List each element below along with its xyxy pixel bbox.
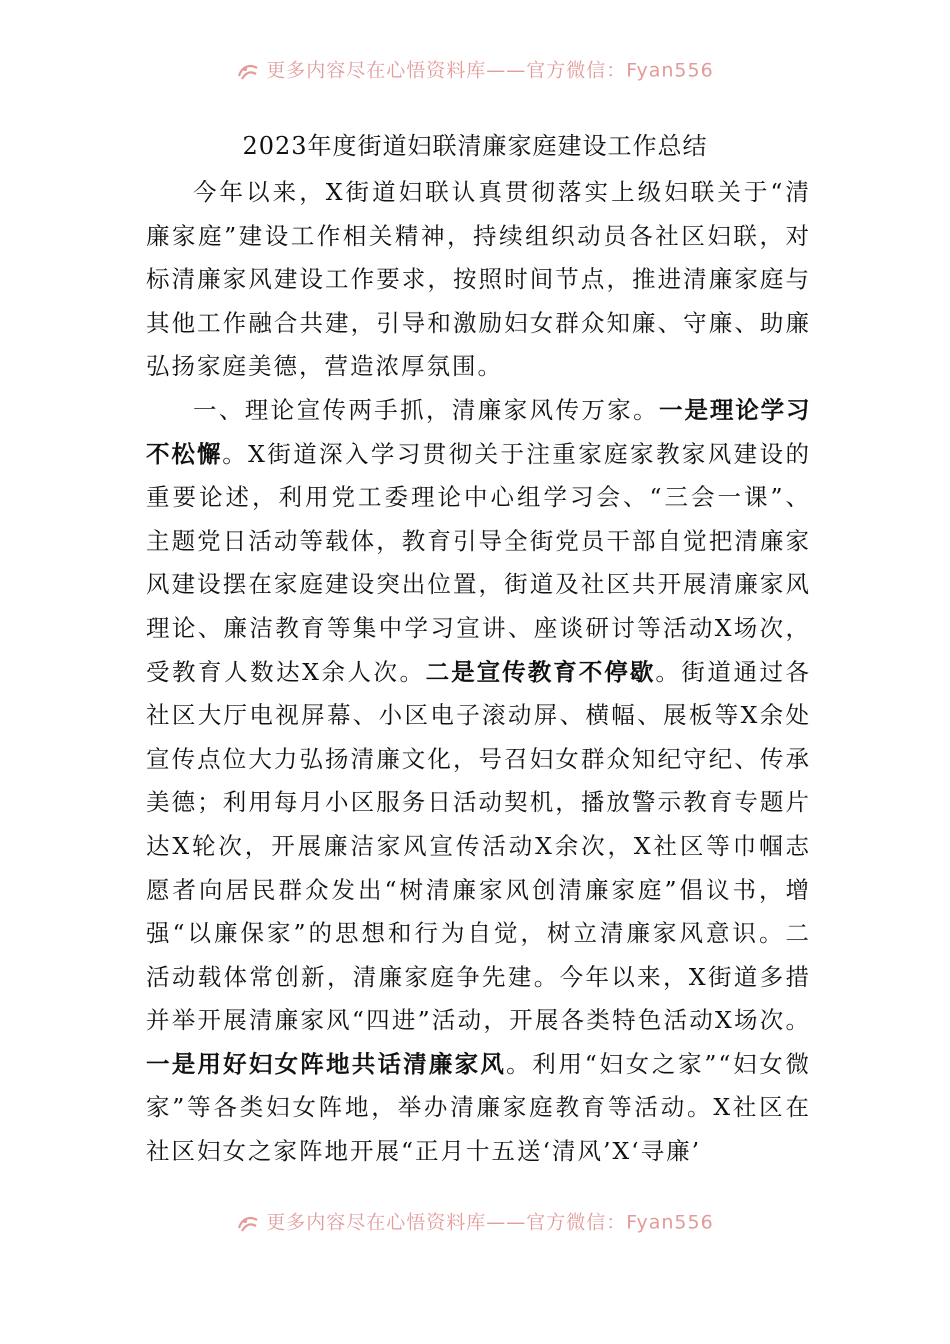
- document-title: 2023年度街道妇联清廉家庭建设工作总结: [242, 132, 708, 160]
- watermark-header: [0, 58, 950, 83]
- paragraph-intro: 今年以来，X街道妇联认真贯彻落实上级妇联关于“清廉家庭”建设工作相关精神，持续组织动员各社区妇联，对标清廉家风建设工作要求，按照时间节点，推进清廉家庭与其他工作融合共建，引导和激励妇女群众知廉、守廉、助廉弘扬家庭美德，营造浓厚氛围。: [146, 178, 811, 381]
- paragraph-section-one: [146, 389, 811, 1174]
- body-text: 。利用“妇女之家”“妇女微家”等各类妇女阵地，举办清廉家庭教育等活动。X社区在社区妇女之家阵地开展“正月十五送‘清风’X‘寻廉’: [146, 1049, 812, 1166]
- bold-point-theory: 一是理论学习不松懈: [146, 395, 812, 468]
- bold-point-publicity: 二是宣传教育不停歇: [425, 657, 656, 686]
- watermark-text: 更多内容尽在心悟资料库——官方微信：Fyan556: [266, 59, 714, 82]
- document-body: [146, 171, 811, 1174]
- section-heading: 一、理论宣传两手抓，清廉家风传万家。: [193, 395, 660, 424]
- bold-point-women-base: 一是用好妇女阵地共话清廉家风: [146, 1049, 507, 1078]
- watermark-text: 更多内容尽在心悟资料库——官方微信：Fyan556: [266, 1211, 714, 1234]
- body-text: 。街道通过各社区大厅电视屏幕、小区电子滚动屏、横幅、展板等X余处宣传点位大力弘扬清廉文化，号召妇女群众知纪守纪、传承美德；利用每月小区服务日活动契机，播放警示教育专题片达X轮次，开展廉洁家风宣传活动X余次，X社区等巾帼志愿者向居民群众发出“树清廉家风创清廉家庭”倡议书，增强“以廉保家”的思想和行为自觉，树立清廉家风意识。二活动载体常创新，清廉家庭争先建。今年以来，X街道多措并举开展清廉家风“四进”活动，开展各类特色活动X场次。: [146, 657, 812, 1035]
- logo-icon: [236, 60, 260, 82]
- watermark-footer: [0, 1210, 950, 1235]
- body-text: 。X街道深入学习贯彻关于注重家庭家教家风建设的重要论述，利用党工委理论中心组学习会、“三会一课”、主题党日活动等载体，教育引导全街党员干部自觉把清廉家风建设摆在家庭建设突出位置，街道及社区共开展清廉家风理论、廉洁教育等集中学习宣讲、座谈研讨等活动X场次，受教育人数达X余人次。: [146, 439, 811, 686]
- logo-icon: [236, 1212, 260, 1234]
